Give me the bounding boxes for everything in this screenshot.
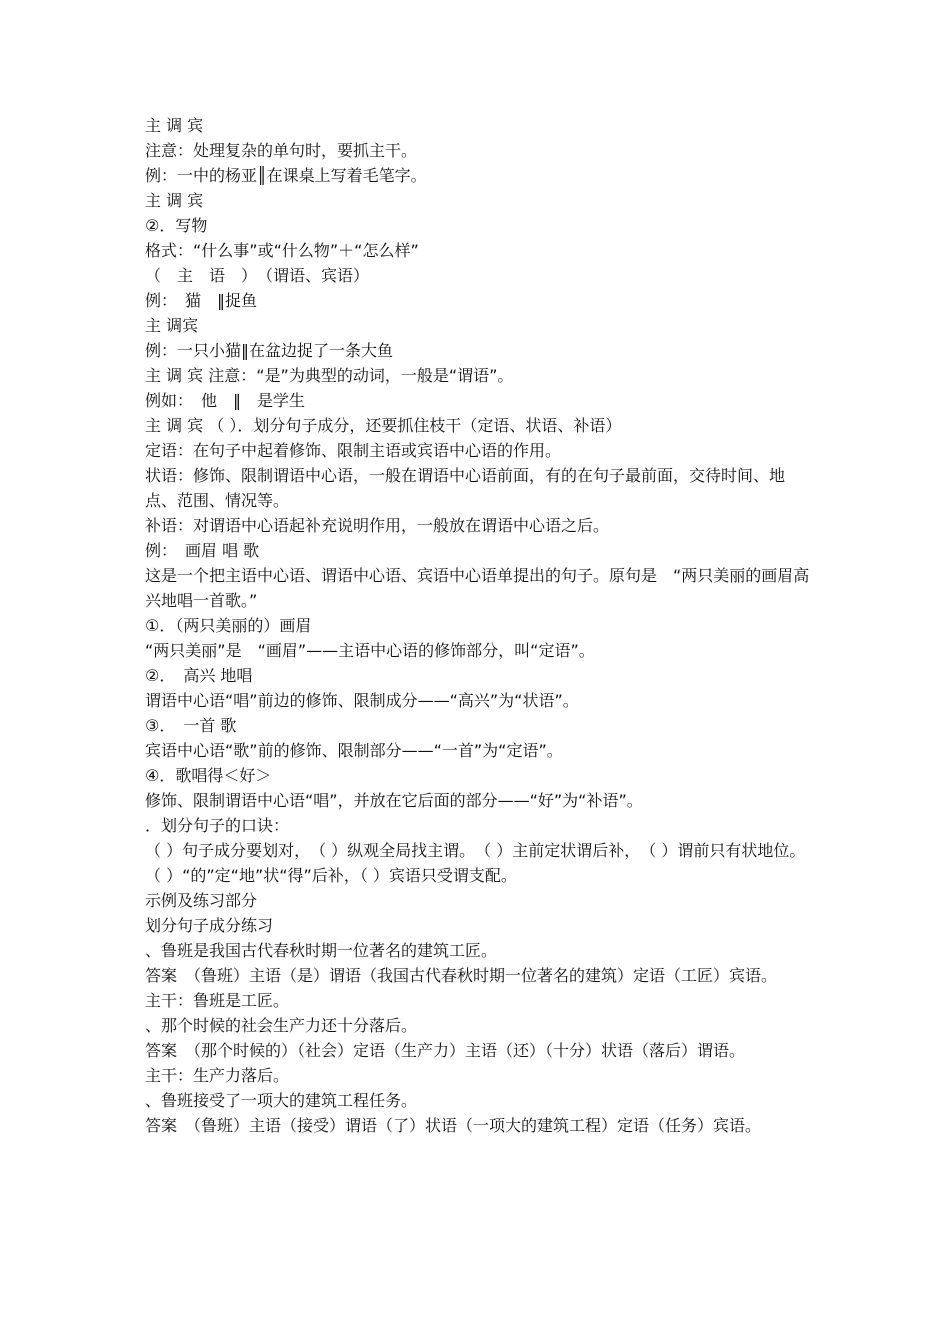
text-line: 主 调 宾	[145, 116, 204, 135]
section-heading: ②． 高兴 地唱	[145, 666, 253, 685]
exercise-answer: 答案 （鲁班）主语（接受）谓语（了）状语（一项大的建筑工程）定语（任务）宾语。	[145, 1116, 762, 1135]
text-line: 例： 猫 ‖捉鱼	[145, 291, 258, 310]
text-line: 修饰、限制谓语中心语“唱”，并放在它后面的部分——“好”为“补语”。	[145, 791, 643, 810]
text-line: 格式：“什么事”或“什么物”＋“怎么样”	[145, 241, 419, 260]
text-line: 例：一中的杨亚║在课桌上写着毛笔字。	[145, 166, 427, 185]
exercise-answer: 答案 （那个时候的）（社会）定语（生产力）主语（还）（十分）状语（落后）谓语。	[145, 1041, 746, 1060]
section-heading: ④．歌唱得＜好＞	[145, 766, 272, 785]
section-heading: 划分句子成分练习	[145, 916, 274, 935]
exercise-question: 、鲁班接受了一项大的建筑工程任务。	[145, 1091, 418, 1110]
definition-paragraph: 补语：对谓语中心语起补充说明作用，一般放在谓语中心语之后。	[145, 516, 610, 535]
exercise-trunk: 主干：鲁班是工匠。	[145, 991, 290, 1010]
document-body	[145, 113, 810, 1138]
text-line: 主 调 宾 注意：“是”为典型的动词，一般是“谓语”。	[145, 366, 514, 385]
section-heading: 示例及练习部分	[145, 891, 258, 910]
text-line: 主 调宾	[145, 316, 199, 335]
text-line: 例： 画眉 唱 歌	[145, 541, 260, 560]
section-heading: ①．（两只美丽的）画眉	[145, 616, 312, 635]
text-line: 注意：处理复杂的单句时，要抓主干。	[145, 141, 418, 160]
section-heading: ．划分句子的口诀：	[145, 816, 290, 835]
definition-paragraph: 状语：修饰、限制谓语中心语，一般在谓语中心语前面，有的在句子最前面，交待时间、地点、范围、情况等。	[145, 466, 786, 510]
section-heading: ②．写物	[145, 216, 208, 235]
exercise-question: 、那个时候的社会生产力还十分落后。	[145, 1016, 418, 1035]
text-line: “两只美丽”是 “画眉”——主语中心语的修饰部分，叫“定语”。	[145, 641, 595, 660]
section-heading: ③． 一首 歌	[145, 716, 237, 735]
text-line: 谓语中心语“唱”前边的修饰、限制成分——“高兴”为“状语”。	[145, 691, 579, 710]
exercise-question: 、鲁班是我国古代春秋时期一位著名的建筑工匠。	[145, 941, 498, 960]
text-line: 主 调 宾	[145, 191, 204, 210]
definition-paragraph: 定语：在句子中起着修饰、限制主语或宾语中心语的作用。	[145, 441, 562, 460]
mnemonic-paragraph: （ ）句子成分要划对， （ ）纵观全局找主谓。 （ ）主前定状谓后补， （ ）谓前只有状地位。（ ）“的”定“地”状“得”后补，（ ）宾语只受谓支配。	[145, 841, 806, 885]
text-line: 主 调 宾 （ ）．划分句子成分，还要抓住枝干（定语、状语、补语）	[145, 416, 622, 435]
text-line: 宾语中心语“歌”前的修饰、限制部分——“一首”为“定语”。	[145, 741, 563, 760]
text-line: 例如： 他 ‖ 是学生	[145, 391, 306, 410]
explanation-paragraph: 这是一个把主语中心语、谓语中心语、宾语中心语单提出的句子。原句是 “两只美丽的画眉高兴地唱一首歌。”	[145, 566, 810, 610]
exercise-answer: 答案 （鲁班）主语（是）谓语（我国古代春秋时期一位著名的建筑）定语（工匠）宾语。	[145, 966, 778, 985]
text-line: 例：一只小猫‖在盆边捉了一条大鱼	[145, 341, 394, 360]
text-line: （ 主 语 ） （谓语、宾语）	[145, 266, 370, 285]
exercise-trunk: 主干：生产力落后。	[145, 1066, 290, 1085]
